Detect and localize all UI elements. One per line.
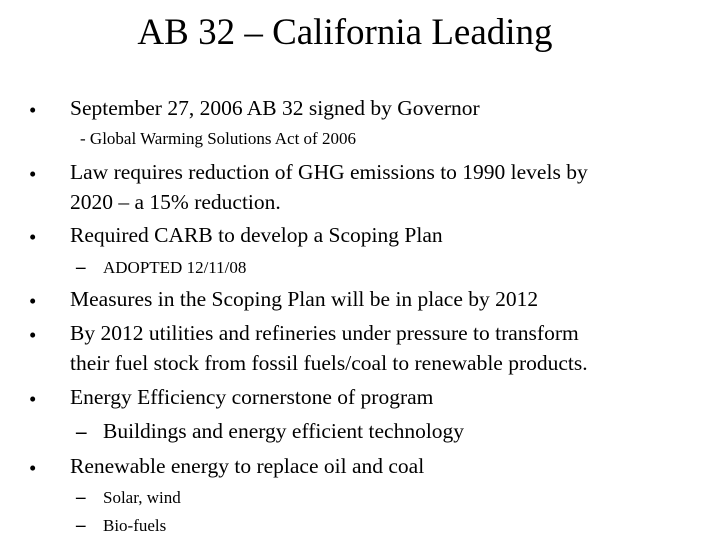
bullet-icon: •	[29, 456, 37, 480]
sub-item-solar-wind: Solar, wind	[103, 488, 181, 507]
bullet-law-requires-line1: Law requires reduction of GHG emissions to 1990 levels by	[70, 160, 588, 184]
sub-item-bio-fuels: Bio-fuels	[103, 516, 167, 535]
bullet-icon: •	[29, 387, 37, 411]
bullet-icon: •	[29, 323, 37, 347]
dash-icon: –	[76, 419, 87, 443]
bullet-utilities-line2: their fuel stock from fossil fuels/coal to renewable products.	[70, 351, 588, 375]
bullet-required-carb: Required CARB to develop a Scoping Plan	[70, 223, 443, 247]
slide-title: AB 32 – California Leading	[137, 12, 553, 53]
bullet-icon: •	[29, 162, 37, 186]
bullet-signed-by-governor: September 27, 2006 AB 32 signed by Governor	[70, 96, 480, 120]
dash-icon: –	[76, 515, 86, 536]
sub-item-act-name: - Global Warming Solutions Act of 2006	[80, 129, 356, 148]
dash-icon: –	[76, 487, 86, 508]
bullet-renewable-energy: Renewable energy to replace oil and coal	[70, 454, 425, 478]
bullet-law-requires-line2: 2020 – a 15% reduction.	[70, 190, 281, 214]
bullet-icon: •	[29, 98, 37, 122]
bullet-utilities-line1: By 2012 utilities and refineries under pressure to transform	[70, 321, 579, 345]
bullet-icon: •	[29, 225, 37, 249]
bullet-energy-efficiency: Energy Efficiency cornerstone of program	[70, 385, 434, 409]
sub-item-buildings: Buildings and energy efficient technology	[103, 419, 465, 443]
bullet-icon: •	[29, 289, 37, 313]
dash-icon: –	[76, 257, 86, 278]
sub-item-adopted: ADOPTED 12/11/08	[103, 258, 247, 277]
bullet-measures: Measures in the Scoping Plan will be in place by 2012	[70, 287, 539, 311]
